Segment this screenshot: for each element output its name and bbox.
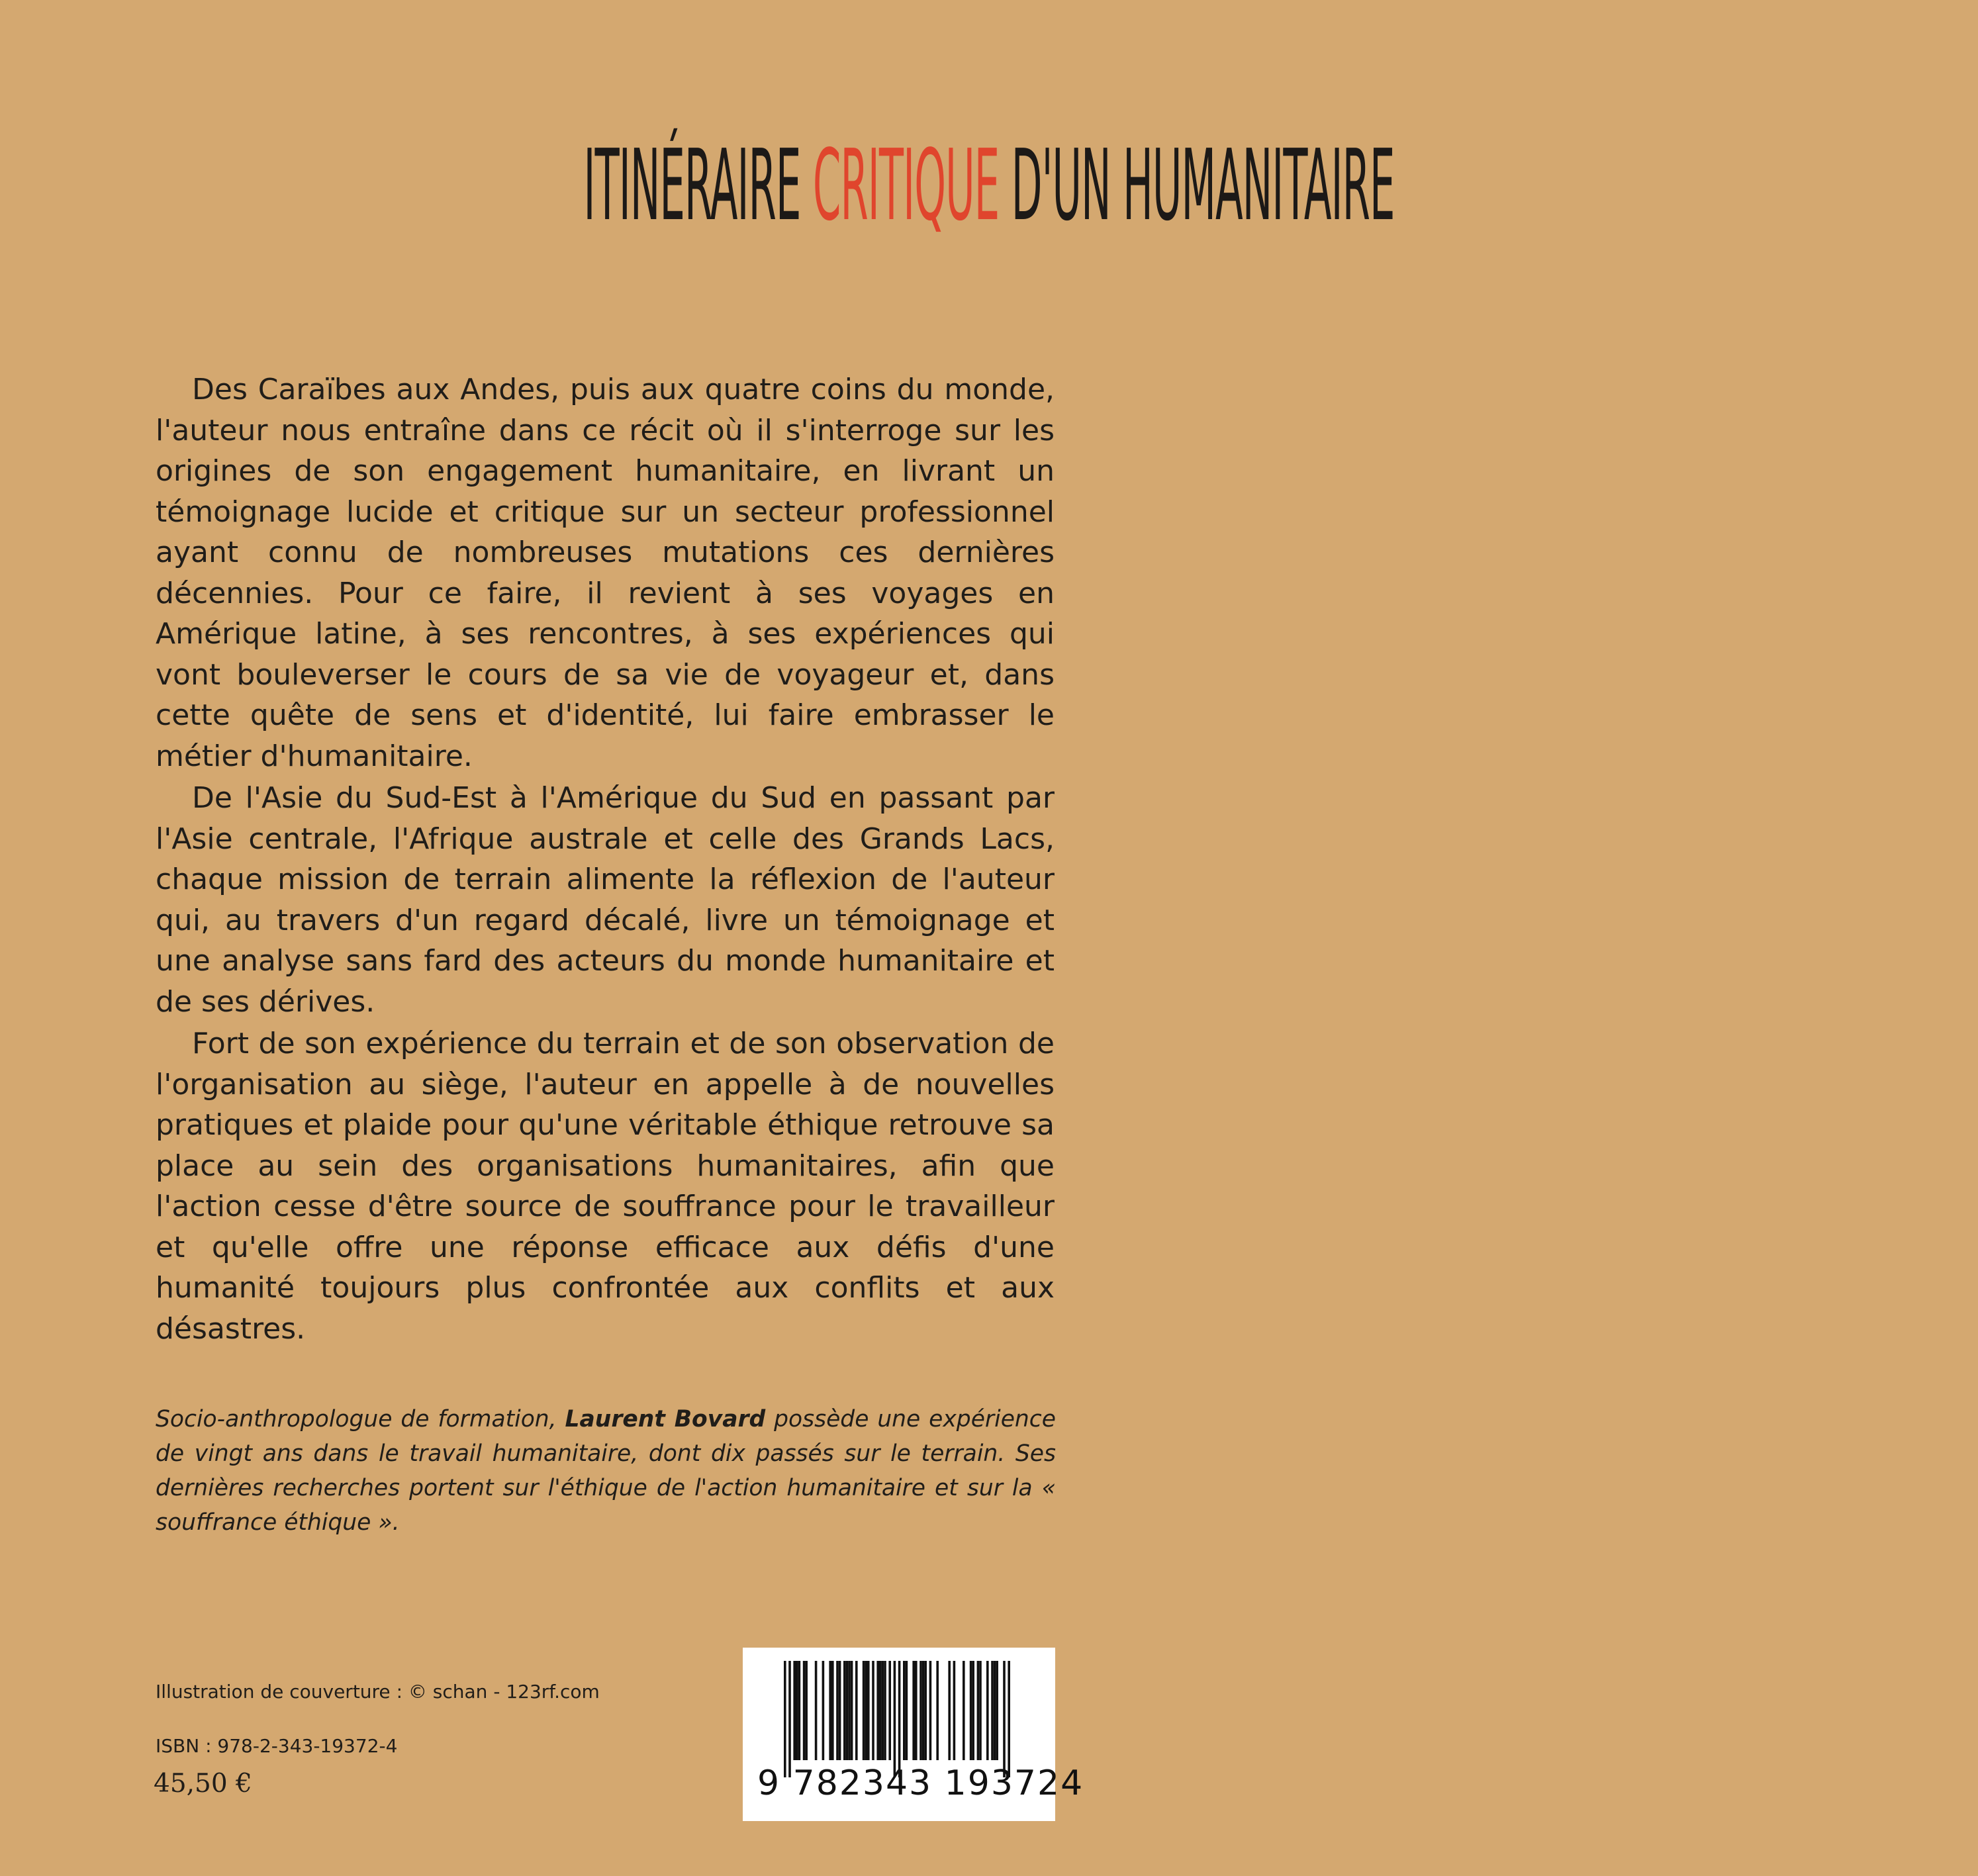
price: 45,50 € bbox=[154, 1769, 252, 1799]
barcode-bar bbox=[888, 1661, 891, 1760]
blurb-paragraph: Des Caraïbes aux Andes, puis aux quatre coins du monde, l'auteur nous entraîne dans ce récit où il s'interroge sur les origines de son engagement humanitaire, en livrant un témoignage lucide et critique sur un secteur professionnel ayant connu de nombreuses mutations ces dernières décennies. Pour ce faire, il revient à ses voyages en Amérique latine, à ses rencontres, à ses expériences qui vont bouleverser le cours de sa vie de voyageur et, dans cette quête de sens et d'identité, lui faire embrasser le métier d'humanitaire. bbox=[156, 373, 1055, 773]
title-accent-word: CRITIQUE bbox=[812, 128, 1000, 242]
title-part-1: ITINÉRAIRE bbox=[583, 128, 801, 242]
barcode-bar bbox=[915, 1661, 918, 1760]
barcode-bar bbox=[906, 1661, 908, 1760]
barcode-bar bbox=[963, 1661, 965, 1760]
barcode-bar bbox=[979, 1661, 982, 1760]
barcode-bar bbox=[865, 1661, 867, 1760]
barcode-bar bbox=[836, 1661, 839, 1760]
book-title bbox=[0, 128, 1395, 242]
barcode-bar bbox=[863, 1661, 865, 1760]
title-part-2: D'UN HUMANITAIRE bbox=[1011, 128, 1395, 242]
barcode-bar bbox=[848, 1661, 851, 1760]
barcode-bar bbox=[996, 1661, 998, 1760]
barcode-bar bbox=[855, 1661, 858, 1760]
barcode-bar bbox=[788, 1661, 791, 1777]
barcode-bar bbox=[784, 1661, 786, 1777]
barcode-bar bbox=[929, 1661, 932, 1760]
barcode-bar bbox=[846, 1661, 849, 1760]
blurb-paragraph: De l'Asie du Sud-Est à l'Amérique du Sud en passant par l'Asie centrale, l'Afrique australe et celle des Grands Lacs, chaque mission de terrain alimente la réflexion de l'auteur qui, au travers d'un regard décalé, livre un témoignage et une analyse sans fard des acteurs du monde humanitaire et de ses dérives. bbox=[156, 781, 1055, 1019]
barcode-bar bbox=[796, 1661, 798, 1760]
barcode-bar bbox=[843, 1661, 846, 1760]
barcode-bar bbox=[839, 1661, 841, 1760]
barcode-bar bbox=[894, 1661, 896, 1777]
barcode-bar bbox=[803, 1661, 806, 1760]
barcode-bar bbox=[867, 1661, 870, 1760]
barcode-bar bbox=[898, 1661, 901, 1777]
bio-details: possède une expérience de vingt ans dans le travail humanitaire, dont dix passés sur le terrain. Ses dernières recherches portent sur l'éthique de l'action humanitaire et sur la « souffrance éthique ». bbox=[156, 1406, 1056, 1536]
barcode-bar bbox=[793, 1661, 796, 1760]
book-title-text bbox=[583, 128, 1395, 242]
barcode-bar bbox=[994, 1661, 996, 1760]
barcode bbox=[743, 1648, 1084, 1821]
barcode-bar bbox=[851, 1661, 853, 1760]
blurb-paragraph: Fort de son expérience du terrain et de son observation de l'organisation au siège, l'auteur en appelle à de nouvelles pratiques et plaide pour qu'une véritable éthique retrouve sa place au sein des organisations humanitaires, afin que l'action cesse d'être source de souffrance pour le travailleur et qu'elle offre une réponse efficace aux défis d'une humanité toujours plus confrontée aux conflits et aux désastres. bbox=[156, 1027, 1055, 1346]
barcode-bar bbox=[953, 1661, 956, 1760]
barcode-bar bbox=[815, 1661, 818, 1760]
barcode-bar bbox=[924, 1661, 927, 1760]
barcode-bar bbox=[798, 1661, 801, 1760]
barcode-bar bbox=[912, 1661, 915, 1760]
barcode-bar bbox=[829, 1661, 831, 1760]
barcode-bar bbox=[991, 1661, 994, 1760]
barcode-bar bbox=[831, 1661, 834, 1760]
barcode-bar bbox=[972, 1661, 974, 1760]
barcode-bar bbox=[872, 1661, 874, 1760]
barcode-bar bbox=[919, 1661, 922, 1760]
bio-intro: Socio-anthropologue de formation, bbox=[156, 1406, 565, 1432]
barcode-bar bbox=[876, 1661, 879, 1760]
barcode-bar bbox=[977, 1661, 980, 1760]
barcode-bar bbox=[903, 1661, 906, 1760]
barcode-bar bbox=[970, 1661, 972, 1760]
cover-credit: Illustration de couverture : © schan - 123rf.com bbox=[156, 1681, 600, 1703]
blurb bbox=[156, 369, 1055, 1350]
barcode-bar bbox=[822, 1661, 825, 1760]
barcode-bar bbox=[936, 1661, 939, 1760]
barcode-bar bbox=[948, 1661, 951, 1760]
barcode-bar bbox=[986, 1661, 989, 1760]
barcode-bar bbox=[879, 1661, 882, 1760]
barcode-bar bbox=[884, 1661, 886, 1760]
isbn: ISBN : 978-2-343-19372-4 bbox=[156, 1735, 398, 1757]
author-name: Laurent Bovard bbox=[565, 1406, 766, 1432]
barcode-bar bbox=[1003, 1661, 1006, 1777]
barcode-bar bbox=[1008, 1661, 1010, 1777]
barcode-bar bbox=[882, 1661, 884, 1760]
barcode-bar bbox=[805, 1661, 808, 1760]
author-bio bbox=[156, 1402, 1056, 1540]
barcode-bar bbox=[922, 1661, 925, 1760]
barcode-digits: 9 782343 193724 bbox=[757, 1763, 1084, 1803]
